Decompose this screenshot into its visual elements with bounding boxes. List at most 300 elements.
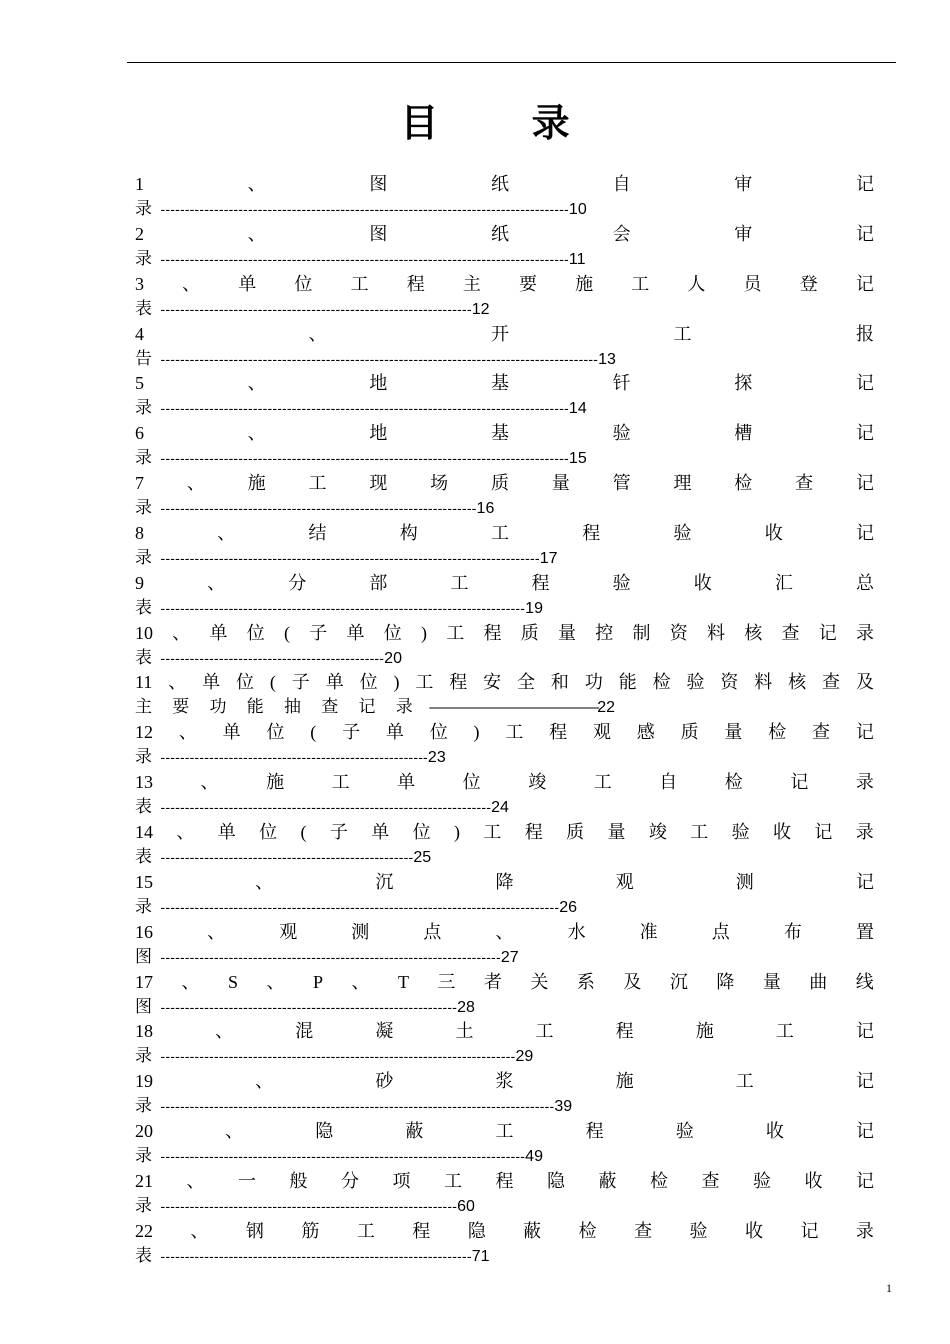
- header-rule: [127, 62, 896, 63]
- toc-title-tail: 录: [135, 1046, 152, 1066]
- toc-leader-dashes: -------------------------------------------------------------------------: [160, 1048, 516, 1065]
- toc-title-char: 、: [247, 373, 266, 394]
- toc-title-char: 纸: [490, 223, 509, 244]
- toc-title-char: 位: [266, 722, 285, 743]
- toc-title-char: 现: [369, 473, 388, 494]
- toc-title-char: 程: [524, 821, 543, 842]
- toc-title-char: 19: [135, 1071, 153, 1092]
- toc-title-char: 记: [856, 1121, 874, 1142]
- toc-title-char: 程: [531, 572, 550, 593]
- toc-entry-leader-line: [135, 1094, 874, 1119]
- toc-title-char: 15: [135, 871, 153, 892]
- toc-leader-dashes: ------------------------------------------------------------------------------------: [160, 400, 569, 417]
- toc-title-char: 总: [855, 572, 874, 593]
- toc-entry-leader-line: [135, 845, 874, 870]
- toc-title-char: 录: [855, 772, 874, 793]
- toc-title-char: 工: [444, 1170, 462, 1191]
- toc-title-char: 质: [490, 473, 509, 494]
- toc-title-char: 自: [659, 772, 678, 793]
- toc-leader-dashes: -----------------------------------------------------------------: [160, 500, 477, 517]
- toc-title-char: 凝: [375, 1021, 394, 1042]
- toc-entry-title-line: [135, 521, 874, 546]
- toc-title-char: 人: [687, 273, 706, 294]
- toc-title-char: 记: [855, 174, 874, 194]
- toc-page-number: 25: [413, 848, 432, 866]
- toc-page-number: 13: [598, 350, 616, 368]
- toc-title-char: 蔽: [405, 1121, 424, 1142]
- toc-leader-dashes: ------------------------------------------------------------------------------------------: [160, 350, 599, 367]
- toc-title-char: 、: [247, 223, 266, 244]
- toc-title-char: 验: [673, 522, 692, 543]
- toc-title-char: 查: [634, 1220, 653, 1241]
- toc-page-number: 29: [515, 1048, 534, 1066]
- toc-entry: [135, 970, 874, 1020]
- toc-title-char: 资: [669, 622, 688, 643]
- toc-title-char: 量: [607, 821, 626, 842]
- toc-title-char: 、: [172, 622, 191, 643]
- toc-title-char: 记: [790, 772, 809, 793]
- toc-page-number: 20: [384, 649, 402, 667]
- toc-title-char: 程: [483, 622, 502, 643]
- toc-page-number: 24: [491, 799, 509, 817]
- toc-title-char: S: [227, 971, 238, 992]
- toc-leader-dashes: ------------------------------------------------------------------------------------: [160, 201, 569, 217]
- toc-title-char: 隐: [467, 1220, 486, 1241]
- toc-title-tail: 告: [135, 348, 152, 368]
- toc-title-tail: 录: [135, 747, 152, 767]
- toc-title-char: 子: [342, 722, 361, 743]
- toc-title-tail: 录: [135, 1146, 152, 1166]
- toc-title-char: 检: [650, 1170, 668, 1191]
- toc-title-char: 、: [207, 921, 226, 942]
- toc-title-char: 工: [535, 1021, 554, 1042]
- toc-title-char: 录: [855, 821, 874, 842]
- toc-leader-dashes: ----------------------------------------------: [160, 649, 385, 666]
- toc-leader-dashes: ---------------------------------------------------------------------------: [160, 1148, 526, 1165]
- toc-title-char: 录: [855, 1220, 874, 1241]
- toc-title-char: 位: [412, 821, 431, 842]
- toc-entry-title-line: [135, 272, 874, 297]
- toc-title-char: 验: [731, 821, 750, 842]
- toc-title-char: 隐: [315, 1121, 334, 1142]
- toc-title-char: 核: [788, 672, 807, 693]
- toc-entry-title-line: [135, 720, 874, 745]
- toc-title-char: 布: [783, 921, 802, 942]
- toc-title-char: ): [393, 672, 400, 693]
- toc-title-char: 结: [308, 522, 327, 543]
- toc-title-char: 16: [135, 921, 153, 942]
- toc-title-char: 筋: [301, 1220, 320, 1241]
- toc-title-char: 一: [238, 1170, 256, 1191]
- toc-entry: [135, 222, 874, 272]
- toc-title-char: 单: [202, 672, 221, 693]
- toc-title-char: 钢: [245, 1220, 264, 1241]
- toc-page-number: 14: [568, 400, 587, 418]
- toc-title-char: 、: [186, 1170, 205, 1191]
- toc-title-char: 、: [225, 1121, 244, 1142]
- toc-leader-dashes: ------------------------------------------------------------------------------------: [160, 250, 569, 267]
- toc-title-char: 图: [369, 223, 388, 244]
- toc-title-char: 混: [295, 1021, 314, 1042]
- toc-title-char: 核: [744, 622, 763, 643]
- toc-title-tail: 录: [135, 1096, 152, 1116]
- toc-title-char: 、: [255, 1071, 274, 1092]
- toc-title-char: 观: [615, 871, 634, 892]
- toc-entry: [135, 1019, 874, 1069]
- toc-title-char: 水: [567, 921, 586, 942]
- toc-page-number: 11: [568, 250, 586, 268]
- toc-title-char: 土: [455, 1021, 474, 1042]
- toc-title-char: 收: [744, 1220, 763, 1241]
- toc-title-char: 21: [135, 1170, 153, 1191]
- toc-title-char: 、: [176, 821, 195, 842]
- toc-title-char: 记: [855, 223, 874, 244]
- toc-title-char: 量: [551, 473, 570, 494]
- toc-title-char: 能: [618, 672, 637, 693]
- toc-title-char: 竣: [648, 821, 667, 842]
- toc-entry: [135, 421, 874, 471]
- toc-title-char: 关: [530, 971, 549, 992]
- toc-entry-leader-line: [135, 197, 874, 222]
- toc-title-char: 测: [735, 871, 754, 892]
- toc-entry-title-line: [135, 970, 874, 995]
- toc-title-char: 地: [369, 373, 388, 394]
- toc-title-char: 浆: [495, 1071, 514, 1092]
- toc-title-char: 记: [855, 1021, 874, 1042]
- toc-title-char: 记: [855, 473, 874, 494]
- toc-title-char: 12: [135, 722, 153, 743]
- toc-entry-leader-line: [135, 1244, 874, 1269]
- toc-entry: [135, 1219, 874, 1269]
- toc-title-char: 工: [593, 772, 612, 793]
- toc-title-char: 资: [720, 672, 739, 693]
- toc-title-char: 工: [483, 821, 502, 842]
- toc-title-char: 、: [351, 971, 370, 992]
- toc-entry-leader-line: [135, 895, 874, 920]
- toc-title-char: 记: [800, 1220, 819, 1241]
- toc-title-char: 单: [385, 722, 404, 743]
- toc-title-char: 系: [576, 971, 595, 992]
- toc-title-char: 沉: [375, 871, 394, 892]
- toc-title-char: 检: [734, 473, 753, 494]
- toc-title-char: 部: [369, 572, 388, 593]
- toc-title-char: 及: [855, 672, 874, 693]
- toc-entry-leader-line: [135, 596, 874, 621]
- toc-title-char: 单: [238, 273, 257, 294]
- toc-entry: [135, 670, 874, 720]
- toc-title-char: 、: [168, 672, 187, 693]
- toc-title-char: 工: [350, 273, 369, 294]
- toc-title-char: 砂: [375, 1071, 394, 1092]
- toc-title-char: 录: [856, 622, 874, 643]
- toc-entry-title-line: [135, 1169, 874, 1194]
- toc-title-char: 全: [517, 672, 536, 693]
- toc-title-char: 检: [768, 722, 787, 743]
- toc-title-char: 施: [575, 273, 594, 294]
- toc-entry-leader-line: [135, 1044, 874, 1069]
- toc-entry: [135, 720, 874, 770]
- toc-leader-dashes: ---------------------------------------------------------------------------------: [160, 1098, 555, 1115]
- toc-title-char: 收: [693, 572, 712, 593]
- toc-title-char: 感: [636, 722, 655, 743]
- toc-title-char: 18: [135, 1021, 153, 1042]
- toc-page-number: 27: [500, 948, 519, 966]
- toc-title-char: 位: [236, 672, 255, 693]
- toc-title-char: 和: [550, 672, 569, 693]
- toc-title-char: 程: [495, 1170, 514, 1191]
- toc-title-char: 纸: [490, 174, 509, 194]
- toc-title-char: 工: [331, 772, 350, 793]
- toc-title-char: 工: [775, 1021, 794, 1042]
- toc-title-char: 工: [308, 473, 327, 494]
- toc-entry-title-line: [135, 920, 874, 945]
- toc-title-char: 、: [247, 174, 266, 194]
- toc-title-char: 槽: [734, 423, 753, 444]
- page-number: 1: [886, 1281, 892, 1295]
- toc-title-char: 工: [415, 672, 434, 693]
- toc-title-char: 位: [383, 622, 402, 643]
- toc-title-tail: 表: [135, 797, 152, 817]
- toc-title-char: 单: [371, 821, 390, 842]
- toc-title-char: 记: [818, 622, 837, 643]
- toc-title-char: 工: [491, 522, 509, 543]
- toc-title-char: 制: [632, 622, 651, 643]
- toc-title-char: 质: [680, 722, 699, 743]
- toc-title-char: 11: [135, 672, 153, 693]
- toc-entry: [135, 1119, 874, 1169]
- toc-title-char: 、: [255, 871, 274, 892]
- toc-title-char: 9: [135, 572, 144, 593]
- toc-leader-dashes: -------------------------------------------------------------: [160, 1197, 458, 1214]
- toc-title-char: 验: [686, 672, 705, 693]
- toc-title-tail: 图: [135, 996, 152, 1016]
- toc-title-char: 、: [308, 323, 327, 344]
- toc-title-char: ): [473, 722, 480, 743]
- toc-entry: [135, 820, 874, 870]
- toc-entry-title-line: [135, 571, 874, 596]
- toc-title-tail: 录: [135, 896, 152, 916]
- toc-title-char: 6: [135, 423, 144, 444]
- toc-title-char: 会: [612, 223, 631, 244]
- toc-title-char: 施: [695, 1021, 714, 1042]
- toc-title-char: 安: [483, 672, 502, 693]
- toc-title-char: 查: [701, 1170, 720, 1191]
- toc-title-char: 工: [450, 572, 469, 593]
- toc-title-char: ): [421, 622, 427, 643]
- toc-title-char: 7: [135, 473, 144, 494]
- toc-title-char: 曲: [809, 971, 828, 992]
- toc-title-char: 分: [341, 1170, 359, 1191]
- toc-page-number: 17: [539, 549, 558, 567]
- toc-title-char: 审: [734, 174, 753, 194]
- toc-title-char: 记: [856, 1170, 874, 1191]
- toc-title-char: 量: [558, 622, 576, 643]
- toc-title-char: 理: [673, 473, 692, 494]
- toc-entry: [135, 621, 874, 671]
- toc-page-number: 15: [568, 450, 587, 468]
- toc-title-char: 观: [592, 722, 611, 743]
- toc-entry-title-line: [135, 322, 874, 347]
- toc-entry: [135, 770, 874, 820]
- toc-page-number: 19: [525, 599, 543, 617]
- toc-entry-leader-line: [135, 695, 874, 720]
- toc-title-char: 、: [178, 722, 197, 743]
- toc-title-char: 2: [135, 223, 144, 244]
- toc-title-char: 测: [351, 921, 370, 942]
- toc-title-char: 工: [446, 622, 465, 643]
- toc-entry-title-line: [135, 820, 874, 845]
- toc-title-char: 17: [135, 971, 153, 992]
- toc-entry: [135, 1169, 874, 1219]
- toc-title-char: 位: [294, 273, 313, 294]
- toc-entry-title-line: [135, 1119, 874, 1144]
- toc-title-char: 竣: [528, 772, 547, 793]
- toc-title-char: T: [397, 971, 409, 992]
- toc-leader-dashes: --------------------------------------------------------------------: [160, 799, 492, 816]
- toc-leader-dashes: ----------------------------------------------------------------------: [160, 948, 501, 965]
- toc-title-char: 程: [449, 672, 468, 693]
- toc-title-char: 记: [855, 373, 874, 394]
- toc-title-char: 场: [430, 473, 449, 494]
- toc-title-char: 工: [735, 1071, 754, 1092]
- toc-title-char: 收: [804, 1170, 823, 1191]
- toc-title-char: 、: [207, 572, 226, 593]
- toc-page-number: 10: [568, 201, 587, 218]
- toc-title-char: 项: [392, 1170, 411, 1191]
- toc-title-char: 自: [612, 174, 631, 194]
- toc-title-tail: 主 要 功 能 抽 查 记 录: [135, 697, 421, 717]
- toc-title-char: 检: [652, 672, 671, 693]
- toc-title-char: 单: [222, 722, 241, 743]
- toc-title-char: 程: [549, 722, 568, 743]
- toc-title-tail: 录: [135, 398, 152, 418]
- toc-title-char: 记: [855, 722, 874, 743]
- toc-title-char: 观: [279, 921, 298, 942]
- toc-title-char: 子: [329, 821, 348, 842]
- toc-entry-title-line: [135, 222, 874, 247]
- toc-entry-leader-line: [135, 247, 874, 272]
- toc-page-number: 26: [559, 898, 577, 916]
- toc-title-char: 蔽: [598, 1170, 617, 1191]
- toc-entry-leader-line: [135, 1144, 874, 1169]
- toc-title-char: 工: [673, 323, 692, 344]
- toc-title-tail: 录: [135, 248, 152, 268]
- toc-entry-title-line: [135, 1069, 874, 1094]
- toc-leader-dashes: -------------------------------------------------------: [160, 749, 428, 766]
- toc-title-char: 施: [266, 772, 285, 793]
- toc-title-char: 基: [490, 423, 509, 444]
- toc-title-char: 钎: [612, 373, 631, 394]
- toc-title-char: 图: [369, 174, 388, 194]
- toc-title-char: 、: [186, 473, 205, 494]
- toc-title-char: 管: [612, 473, 631, 494]
- toc-page-number: 49: [525, 1148, 543, 1166]
- toc-title-char: 量: [724, 722, 743, 743]
- toc-title-char: 工: [495, 1121, 514, 1142]
- toc-title-char: 质: [520, 622, 539, 643]
- toc-title-char: ): [454, 821, 460, 842]
- toc-title-char: 沉: [669, 971, 688, 992]
- toc-title-char: 程: [615, 1021, 634, 1042]
- toc-title-char: 、: [182, 273, 201, 294]
- toc-title-char: 记: [856, 522, 874, 543]
- toc-title-char: 记: [855, 871, 874, 892]
- toc-title-char: P: [312, 971, 323, 992]
- toc-page-number: 12: [471, 300, 490, 318]
- toc-entry-leader-line: [135, 347, 874, 372]
- toc-title-char: 质: [566, 821, 585, 842]
- toc-title-char: 20: [135, 1121, 153, 1142]
- toc-title-char: 料: [754, 672, 773, 693]
- toc-title-char: 程: [406, 273, 425, 294]
- toc-page-number: 60: [457, 1197, 475, 1215]
- toc-title-char: 验: [689, 1220, 708, 1241]
- toc-title-char: 工: [631, 273, 650, 294]
- toc-page-number: 39: [554, 1098, 573, 1116]
- toc-title-char: 、: [200, 772, 219, 793]
- toc-entry-title-line: [135, 621, 874, 646]
- toc-title-char: 检: [724, 772, 743, 793]
- toc-title-char: 验: [612, 423, 631, 444]
- toc-title-tail: 录: [135, 498, 152, 518]
- toc-title-char: (: [269, 672, 276, 693]
- toc-title-char: 员: [743, 273, 762, 294]
- toc-leader-dashes: ————————————: [429, 699, 598, 717]
- toc-title-char: 登: [799, 273, 818, 294]
- page-title: 目 录: [400, 100, 610, 145]
- toc-entry: [135, 1069, 874, 1119]
- toc-leader-dashes: ------------------------------------------------------------------------------: [160, 549, 540, 566]
- toc-title-char: 4: [135, 323, 144, 344]
- toc-title-char: 工: [356, 1220, 375, 1241]
- toc-title-char: (: [300, 821, 307, 842]
- toc-title-char: 单: [325, 672, 344, 693]
- toc-title-tail: 录: [135, 448, 152, 468]
- toc-entry-leader-line: [135, 995, 874, 1020]
- toc-title-char: 验: [675, 1121, 694, 1142]
- toc-title-char: 收: [765, 1121, 784, 1142]
- toc-title-char: 分: [288, 572, 307, 593]
- toc-title-char: 10: [135, 622, 153, 643]
- toc-title-char: 1: [135, 174, 144, 194]
- toc-title-char: 查: [812, 722, 830, 743]
- toc-leader-dashes: ----------------------------------------------------------------------------------: [160, 898, 560, 915]
- toc-title-char: 收: [773, 821, 791, 842]
- toc-title-char: 验: [753, 1170, 771, 1191]
- toc-title-char: 汇: [774, 572, 793, 593]
- toc-title-char: 、: [266, 971, 285, 992]
- toc-title-char: 位: [246, 622, 265, 643]
- toc-title-tail: 录: [135, 547, 152, 567]
- toc-title-char: 13: [135, 772, 153, 793]
- toc-title-char: (: [310, 722, 317, 743]
- toc-entry-leader-line: [135, 496, 874, 521]
- toc-title-tail: 表: [135, 647, 152, 667]
- toc-title-char: 单: [209, 622, 228, 643]
- toc-title-tail: 表: [135, 1245, 152, 1265]
- toc-title-char: 程: [412, 1220, 431, 1241]
- toc-entry: [135, 272, 874, 322]
- toc-entry-title-line: [135, 670, 874, 695]
- toc-title-char: 、: [495, 921, 514, 942]
- toc-title-char: 点: [423, 921, 442, 942]
- toc-title-char: 记: [855, 423, 874, 444]
- toc-title-char: 工: [690, 821, 709, 842]
- toc-title-char: 、: [247, 423, 266, 444]
- toc-title-char: 开: [491, 323, 509, 344]
- toc-entry: [135, 571, 874, 621]
- toc-entry-title-line: [135, 870, 874, 895]
